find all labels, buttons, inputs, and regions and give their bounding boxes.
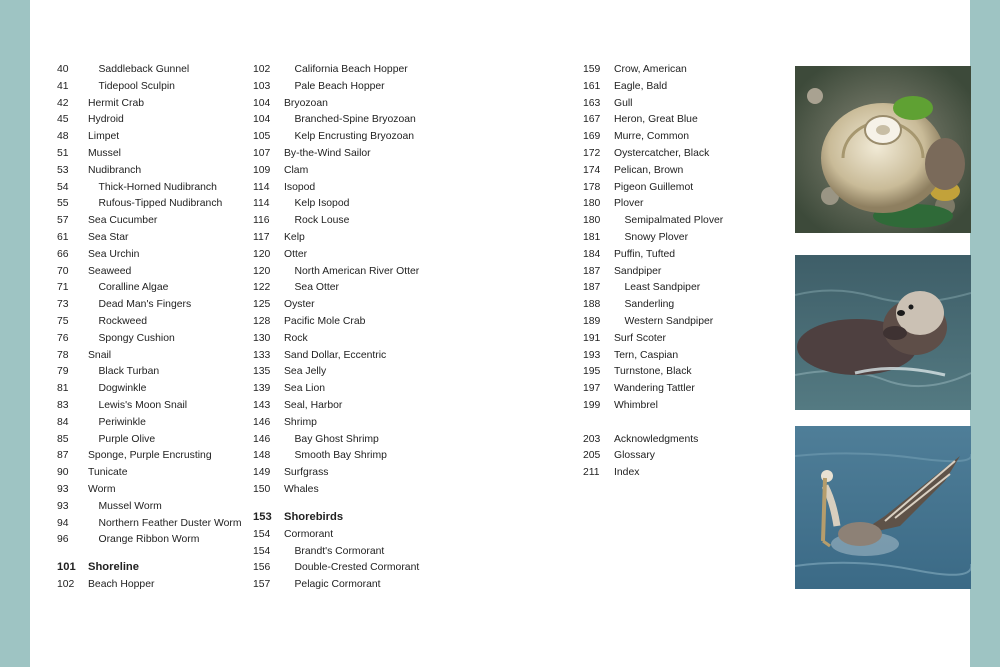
toc-page-number: 71 xyxy=(57,282,69,294)
toc-label-pelagic-cormorant: Pelagic Cormorant xyxy=(294,579,381,591)
toc-page-number: 174 xyxy=(583,164,601,176)
toc-entry[interactable] xyxy=(253,213,443,230)
toc-entry[interactable] xyxy=(253,482,443,499)
toc-entry[interactable] xyxy=(57,448,247,465)
toc-label-rufous-tipped-nudibranch: Rufous-Tipped Nudibranch xyxy=(98,198,223,210)
toc-entry[interactable] xyxy=(583,398,773,415)
toc-page-number: 87 xyxy=(57,450,69,462)
toc-label-shoreline: Shoreline xyxy=(88,561,139,574)
toc-page-number: 163 xyxy=(583,97,601,109)
toc-label-periwinkle: Periwinkle xyxy=(98,416,146,428)
toc-page-number: 101 xyxy=(57,561,76,574)
toc-entry[interactable] xyxy=(253,527,443,544)
toc-entry[interactable] xyxy=(253,146,443,163)
toc-page-number: 203 xyxy=(583,433,601,445)
toc-entry[interactable] xyxy=(57,331,247,348)
toc-entry[interactable] xyxy=(253,180,443,197)
toc-entry[interactable] xyxy=(57,532,247,549)
toc-page-number: 109 xyxy=(253,164,271,176)
toc-column-3 xyxy=(583,62,773,482)
toc-label-cormorant: Cormorant xyxy=(284,528,334,540)
toc-label-pigeon-guillemot: Pigeon Guillemot xyxy=(614,181,694,193)
toc-label-orange-ribbon-worm: Orange Ribbon Worm xyxy=(98,534,200,546)
toc-entry[interactable] xyxy=(57,499,247,516)
toc-label-murre-common: Murre, Common xyxy=(614,131,690,143)
toc-column-2 xyxy=(253,62,443,594)
toc-page-number: 135 xyxy=(253,366,271,378)
toc-label-tern-caspian: Tern, Caspian xyxy=(614,349,679,361)
toc-page-number: 114 xyxy=(253,198,270,210)
toc-entry[interactable] xyxy=(57,180,247,197)
toc-label-puffin-tufted: Puffin, Tufted xyxy=(614,248,676,260)
toc-page-number: 148 xyxy=(253,450,271,462)
toc-label-northern-feather-duster-worm: Northern Feather Duster Worm xyxy=(98,517,242,529)
toc-label-heron-great-blue: Heron, Great Blue xyxy=(614,114,698,126)
toc-entry[interactable] xyxy=(583,112,773,129)
toc-page-number: 167 xyxy=(583,114,601,126)
toc-entry[interactable] xyxy=(57,465,247,482)
toc-entry[interactable] xyxy=(583,247,773,264)
toc-entry[interactable] xyxy=(253,247,443,264)
toc-page-number: 133 xyxy=(253,349,271,361)
toc-entry[interactable] xyxy=(57,264,247,281)
toc-label-sponge-purple-encrusting: Sponge, Purple Encrusting xyxy=(88,450,212,462)
toc-page-number: 40 xyxy=(57,64,69,75)
toc-page-number: 96 xyxy=(57,534,69,546)
toc-entry[interactable] xyxy=(57,482,247,499)
toc-label-pale-beach-hopper: Pale Beach Hopper xyxy=(294,80,385,92)
toc-entry[interactable] xyxy=(253,398,443,415)
toc-page-number: 84 xyxy=(57,416,69,428)
toc-entry[interactable] xyxy=(253,560,443,577)
toc-page-number: 156 xyxy=(253,562,271,574)
toc-label-surfgrass: Surfgrass xyxy=(284,467,329,479)
toc-label-gull: Gull xyxy=(614,97,633,109)
toc-entry[interactable] xyxy=(253,264,443,281)
toc-label-nudibranch: Nudibranch xyxy=(88,164,142,176)
toc-entry[interactable] xyxy=(253,163,443,180)
toc-entry[interactable] xyxy=(583,180,773,197)
toc-entry[interactable] xyxy=(253,577,443,594)
toc-label-sanderling: Sanderling xyxy=(624,299,675,311)
toc-entry[interactable] xyxy=(57,432,247,449)
toc-label-saddleback-gunnel: Saddleback Gunnel xyxy=(98,64,190,75)
toc-label-seaweed: Seaweed xyxy=(88,265,132,277)
toc-label-sandpiper: Sandpiper xyxy=(614,265,662,277)
toc-page-number: 184 xyxy=(583,248,601,260)
toc-spacer xyxy=(583,415,773,432)
toc-label-bryozoan: Bryozoan xyxy=(284,97,328,109)
toc-page-number: 120 xyxy=(253,265,271,277)
moon-snail-photo-icon xyxy=(795,66,971,233)
toc-label-sea-urchin: Sea Urchin xyxy=(88,248,140,260)
toc-page-number: 143 xyxy=(253,399,271,411)
toc-entry[interactable] xyxy=(253,297,443,314)
toc-label-dogwinkle: Dogwinkle xyxy=(98,383,147,395)
toc-entry[interactable] xyxy=(583,331,773,348)
sea-otter-photo-icon xyxy=(795,255,971,410)
toc-label-purple-olive: Purple Olive xyxy=(98,433,156,445)
toc-page-number: 53 xyxy=(57,164,69,176)
toc-page-number: 191 xyxy=(583,332,601,344)
toc-page-number: 139 xyxy=(253,383,271,395)
toc-page-number: 94 xyxy=(57,517,69,529)
toc-page-number: 154 xyxy=(253,545,271,557)
toc-entry[interactable] xyxy=(583,314,773,331)
toc-entry[interactable] xyxy=(583,297,773,314)
brown-pelican-photo-icon xyxy=(795,426,971,589)
toc-label-western-sandpiper: Western Sandpiper xyxy=(624,315,714,327)
toc-entry[interactable] xyxy=(57,129,247,146)
toc-label-black-turban: Black Turban xyxy=(98,366,160,378)
toc-entry[interactable] xyxy=(583,465,773,482)
toc-label-beach-hopper: Beach Hopper xyxy=(88,579,155,591)
toc-label-snail: Snail xyxy=(88,349,112,361)
toc-page-number: 83 xyxy=(57,399,69,411)
toc-label-worm: Worm xyxy=(88,483,116,495)
toc-page-number: 76 xyxy=(57,332,69,344)
toc-entry[interactable] xyxy=(57,112,247,129)
toc-page-number: 180 xyxy=(583,198,601,210)
toc-entry[interactable] xyxy=(57,415,247,432)
toc-page-number: 125 xyxy=(253,299,271,311)
toc-entry[interactable] xyxy=(583,348,773,365)
toc-entry[interactable] xyxy=(253,196,443,213)
toc-entry[interactable] xyxy=(253,448,443,465)
toc-label-index: Index xyxy=(614,467,640,479)
toc-page-number: 79 xyxy=(57,366,69,378)
toc-entry[interactable] xyxy=(583,381,773,398)
toc-label-lewis-s-moon-snail: Lewis's Moon Snail xyxy=(98,399,188,411)
toc-label-dead-man-s-fingers: Dead Man's Fingers xyxy=(98,299,192,311)
toc-entry[interactable] xyxy=(583,96,773,113)
toc-page-number: 193 xyxy=(583,349,601,361)
toc-page-number: 42 xyxy=(57,97,69,109)
toc-page-number: 180 xyxy=(583,215,601,227)
toc-label-hermit-crab: Hermit Crab xyxy=(88,97,145,109)
toc-entry[interactable] xyxy=(57,213,247,230)
toc-label-acknowledgments: Acknowledgments xyxy=(614,433,699,445)
toc-page-number: 146 xyxy=(253,433,271,445)
toc-label-isopod: Isopod xyxy=(284,181,316,193)
toc-label-shorebirds: Shorebirds xyxy=(284,510,344,523)
toc-label-mussel: Mussel xyxy=(88,147,121,159)
toc-entry[interactable] xyxy=(253,364,443,381)
toc-page-number: 104 xyxy=(253,114,271,126)
toc-page-number: 104 xyxy=(253,97,271,109)
toc-page-number: 128 xyxy=(253,315,271,327)
toc-entry[interactable] xyxy=(583,280,773,297)
toc-page-number: 51 xyxy=(57,147,69,159)
toc-label-tunicate: Tunicate xyxy=(88,467,128,479)
toc-label-rockweed: Rockweed xyxy=(98,315,148,327)
toc-label-thick-horned-nudibranch: Thick-Horned Nudibranch xyxy=(98,181,217,193)
toc-section-heading[interactable] xyxy=(253,507,443,527)
toc-page-number: 105 xyxy=(253,131,271,143)
toc-page-number: 120 xyxy=(253,248,271,260)
toc-entry[interactable] xyxy=(253,331,443,348)
toc-page-number: 188 xyxy=(583,299,601,311)
toc-label-glossary: Glossary xyxy=(614,450,655,462)
toc-page-number: 169 xyxy=(583,131,601,143)
toc-label-bay-ghost-shrimp: Bay Ghost Shrimp xyxy=(294,433,379,445)
toc-label-spongy-cushion: Spongy Cushion xyxy=(98,332,175,344)
toc-label-plover: Plover xyxy=(614,198,644,210)
toc-entry[interactable] xyxy=(57,280,247,297)
toc-page-number: 81 xyxy=(57,383,69,395)
toc-label-semipalmated-plover: Semipalmated Plover xyxy=(624,215,724,227)
toc-column-1 xyxy=(57,62,247,594)
toc-label-surf-scoter: Surf Scoter xyxy=(614,332,666,344)
toc-page-number: 48 xyxy=(57,131,69,143)
toc-page-number: 73 xyxy=(57,299,69,311)
toc-entry[interactable] xyxy=(253,432,443,449)
toc-entry[interactable] xyxy=(583,163,773,180)
toc-label-clam: Clam xyxy=(284,164,309,176)
toc-entry[interactable] xyxy=(253,465,443,482)
toc-entry[interactable] xyxy=(583,448,773,465)
toc-page-number: 199 xyxy=(583,399,601,411)
toc-entry[interactable] xyxy=(57,230,247,247)
toc-label-tidepool-sculpin: Tidepool Sculpin xyxy=(98,80,175,92)
toc-page-number: 66 xyxy=(57,248,69,260)
toc-page-number: 116 xyxy=(253,215,270,227)
toc-entry[interactable] xyxy=(253,415,443,432)
toc-label-oystercatcher-black: Oystercatcher, Black xyxy=(614,147,710,159)
toc-label-kelp: Kelp xyxy=(284,231,305,243)
toc-page-number: 157 xyxy=(253,579,271,591)
toc-label-limpet: Limpet xyxy=(88,131,120,143)
toc-entry[interactable] xyxy=(583,62,773,79)
toc-label-mussel-worm: Mussel Worm xyxy=(98,500,162,512)
toc-label-eagle-bald: Eagle, Bald xyxy=(614,80,668,92)
toc-entry[interactable] xyxy=(57,348,247,365)
toc-page-number: 187 xyxy=(583,282,601,294)
toc-entry[interactable] xyxy=(57,398,247,415)
toc-entry[interactable] xyxy=(583,129,773,146)
toc-label-california-beach-hopper: California Beach Hopper xyxy=(294,64,408,75)
toc-label-sand-dollar-eccentric: Sand Dollar, Eccentric xyxy=(284,349,387,361)
toc-label-whimbrel: Whimbrel xyxy=(614,399,658,411)
toc-entry[interactable] xyxy=(57,314,247,331)
toc-page-number: 161 xyxy=(583,80,601,92)
toc-entry[interactable] xyxy=(57,297,247,314)
toc-page-number: 195 xyxy=(583,366,601,378)
toc-entry[interactable] xyxy=(583,213,773,230)
toc-label-snowy-plover: Snowy Plover xyxy=(624,231,689,243)
toc-page-number: 103 xyxy=(253,80,271,92)
toc-entry[interactable] xyxy=(57,79,247,96)
toc-page-number: 54 xyxy=(57,181,69,193)
toc-label-seal-harbor: Seal, Harbor xyxy=(284,399,343,411)
toc-page-number: 211 xyxy=(583,467,600,479)
toc-entry[interactable] xyxy=(57,146,247,163)
toc-page-number: 85 xyxy=(57,433,69,445)
toc-page-number: 146 xyxy=(253,416,271,428)
toc-entry[interactable] xyxy=(583,230,773,247)
toc-label-rock-louse: Rock Louse xyxy=(294,215,350,227)
toc-section-heading[interactable] xyxy=(57,557,247,577)
toc-entry[interactable] xyxy=(583,432,773,449)
toc-page-number: 122 xyxy=(253,282,271,294)
toc-entry[interactable] xyxy=(583,79,773,96)
toc-entry[interactable] xyxy=(57,96,247,113)
toc-page-number: 130 xyxy=(253,332,271,344)
toc-label-sea-otter: Sea Otter xyxy=(294,282,339,294)
toc-entry[interactable] xyxy=(57,247,247,264)
toc-label-crow-american: Crow, American xyxy=(614,64,687,75)
toc-entry[interactable] xyxy=(57,577,247,594)
book-page xyxy=(30,0,970,667)
toc-page-number: 55 xyxy=(57,198,69,210)
toc-entry[interactable] xyxy=(253,79,443,96)
toc-entry[interactable] xyxy=(253,230,443,247)
toc-label-north-american-river-otter: North American River Otter xyxy=(294,265,420,277)
toc-page-number: 90 xyxy=(57,467,69,479)
toc-entry[interactable] xyxy=(253,314,443,331)
toc-page-number: 197 xyxy=(583,383,601,395)
toc-label-oyster: Oyster xyxy=(284,299,315,311)
toc-label-sea-lion: Sea Lion xyxy=(284,383,326,395)
toc-entry[interactable] xyxy=(583,146,773,163)
toc-page-number: 93 xyxy=(57,500,69,512)
toc-label-by-the-wind-sailor: By-the-Wind Sailor xyxy=(284,147,371,159)
toc-label-turnstone-black: Turnstone, Black xyxy=(614,366,692,378)
toc-label-branched-spine-bryozoan: Branched-Spine Bryozoan xyxy=(294,114,416,126)
toc-page-number: 159 xyxy=(583,64,601,75)
toc-page-number: 172 xyxy=(583,147,601,159)
toc-label-otter: Otter xyxy=(284,248,308,260)
toc-label-double-crested-cormorant: Double-Crested Cormorant xyxy=(294,562,420,574)
toc-page-number: 41 xyxy=(57,80,69,92)
toc-entry[interactable] xyxy=(57,163,247,180)
toc-label-sea-star: Sea Star xyxy=(88,231,129,243)
toc-label-pelican-brown: Pelican, Brown xyxy=(614,164,684,176)
toc-page-number: 187 xyxy=(583,265,601,277)
toc-label-hydroid: Hydroid xyxy=(88,114,124,126)
toc-page-number: 93 xyxy=(57,483,69,495)
toc-page-number: 154 xyxy=(253,528,271,540)
toc-label-least-sandpiper: Least Sandpiper xyxy=(624,282,701,294)
toc-label-shrimp: Shrimp xyxy=(284,416,317,428)
toc-label-brandt-s-cormorant: Brandt's Cormorant xyxy=(294,545,385,557)
toc-page-number: 70 xyxy=(57,265,69,277)
toc-page-number: 149 xyxy=(253,467,271,479)
toc-page-number: 205 xyxy=(583,450,601,462)
toc-label-coralline-algae: Coralline Algae xyxy=(98,282,169,294)
toc-entry[interactable] xyxy=(253,129,443,146)
toc-page-number: 153 xyxy=(253,510,272,523)
toc-label-wandering-tattler: Wandering Tattler xyxy=(614,383,695,395)
toc-label-rock: Rock xyxy=(284,332,308,344)
toc-page-number: 78 xyxy=(57,349,69,361)
toc-page-number: 45 xyxy=(57,114,69,126)
toc-label-sea-jelly: Sea Jelly xyxy=(284,366,327,378)
toc-label-pacific-mole-crab: Pacific Mole Crab xyxy=(284,315,366,327)
toc-page-number: 150 xyxy=(253,483,271,495)
toc-entry[interactable] xyxy=(253,544,443,561)
toc-page-number: 178 xyxy=(583,181,601,193)
toc-page-number: 102 xyxy=(253,64,271,75)
toc-page-number: 75 xyxy=(57,315,69,327)
toc-entry[interactable] xyxy=(57,516,247,533)
toc-entry[interactable] xyxy=(57,62,247,79)
toc-label-kelp-isopod: Kelp Isopod xyxy=(294,198,350,210)
toc-entry[interactable] xyxy=(253,348,443,365)
toc-page-number: 57 xyxy=(57,215,69,227)
toc-page-number: 189 xyxy=(583,315,601,327)
toc-entry[interactable] xyxy=(253,381,443,398)
toc-page-number: 117 xyxy=(253,231,270,243)
toc-label-smooth-bay-shrimp: Smooth Bay Shrimp xyxy=(294,450,387,462)
toc-entry[interactable] xyxy=(253,96,443,113)
toc-page-number: 181 xyxy=(583,231,601,243)
toc-page-number: 61 xyxy=(57,231,69,243)
toc-entry[interactable] xyxy=(583,264,773,281)
toc-label-whales: Whales xyxy=(284,483,319,495)
toc-entry[interactable] xyxy=(57,196,247,213)
toc-entry[interactable] xyxy=(583,364,773,381)
toc-entry[interactable] xyxy=(253,62,443,79)
toc-page-number: 102 xyxy=(57,579,75,591)
toc-entry[interactable] xyxy=(583,196,773,213)
toc-label-kelp-encrusting-bryozoan: Kelp Encrusting Bryozoan xyxy=(294,131,415,143)
toc-entry[interactable] xyxy=(57,381,247,398)
toc-label-sea-cucumber: Sea Cucumber xyxy=(88,215,158,227)
toc-entry[interactable] xyxy=(253,112,443,129)
toc-page-number: 114 xyxy=(253,181,270,193)
toc-page-number: 107 xyxy=(253,147,271,159)
toc-entry[interactable] xyxy=(253,280,443,297)
toc-entry[interactable] xyxy=(57,364,247,381)
